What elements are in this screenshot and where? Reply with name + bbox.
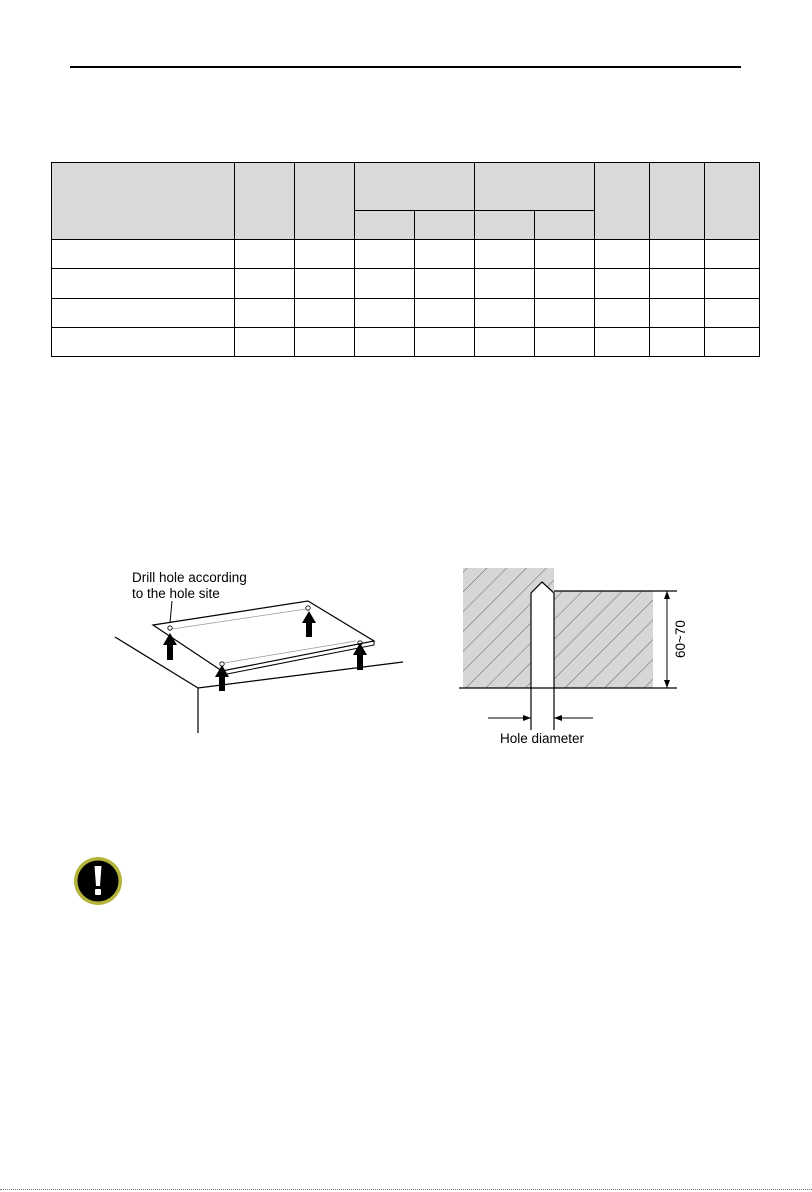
hole-diameter-label: Hole diameter [500, 731, 585, 746]
table-cell [475, 328, 535, 357]
table-cell [650, 328, 705, 357]
table-cell [705, 240, 760, 269]
subheader-cell [415, 211, 475, 240]
spec-table [51, 162, 760, 357]
header-group-1 [355, 163, 475, 211]
table-cell [235, 269, 295, 299]
table-cell [650, 269, 705, 299]
table-cell [595, 269, 650, 299]
table-cell [235, 299, 295, 328]
subheader-cell [535, 211, 595, 240]
table-cell [595, 328, 650, 357]
table-cell [355, 299, 415, 328]
drill-hole-figure [110, 565, 410, 740]
table-cell [595, 299, 650, 328]
table-cell [705, 269, 760, 299]
table-cell [415, 328, 475, 357]
table-cell [415, 269, 475, 299]
table-cell [535, 328, 595, 357]
table-cell [535, 269, 595, 299]
header-cell-model [52, 163, 235, 240]
table-cell [295, 269, 355, 299]
recess-area [554, 568, 653, 591]
table-cell [355, 269, 415, 299]
drill-note-line2: to the hole site [132, 586, 220, 601]
table-cell [650, 299, 705, 328]
table-cell [535, 299, 595, 328]
footer-rule [0, 1189, 812, 1190]
header-cell-9 [650, 163, 705, 240]
header-cell-8 [595, 163, 650, 240]
exclamation-warning-icon [72, 855, 124, 907]
depth-label: 60~70 [673, 620, 688, 658]
header-group-2 [475, 163, 595, 211]
dimension-arrow [664, 591, 670, 599]
hole-section-figure [455, 560, 695, 750]
table-cell [650, 240, 705, 269]
table-cell [295, 328, 355, 357]
table-row [52, 269, 760, 299]
header-cell-3 [295, 163, 355, 240]
table-cell [535, 240, 595, 269]
table-cell [52, 240, 235, 269]
table-cell [235, 328, 295, 357]
table-cell [475, 269, 535, 299]
drilled-hole [531, 582, 554, 688]
table-cell [235, 240, 295, 269]
table-header-row [52, 163, 760, 211]
table-cell [475, 240, 535, 269]
table-cell [355, 328, 415, 357]
header-cell-2 [235, 163, 295, 240]
table-cell [415, 240, 475, 269]
table-cell [705, 299, 760, 328]
base-plate [153, 601, 374, 671]
table-cell [295, 299, 355, 328]
table-cell [595, 240, 650, 269]
table-row [52, 240, 760, 269]
table-cell [355, 240, 415, 269]
drill-note-line1: Drill hole according [132, 570, 247, 585]
header-cell-10 [705, 163, 760, 240]
table-cell [52, 328, 235, 357]
table-cell [705, 328, 760, 357]
header-rule [70, 66, 741, 68]
subheader-cell [355, 211, 415, 240]
subheader-cell [475, 211, 535, 240]
dimension-arrow [523, 715, 531, 721]
table-cell [52, 299, 235, 328]
dimension-arrow [554, 715, 562, 721]
table-cell [415, 299, 475, 328]
table-cell [295, 240, 355, 269]
table-row [52, 299, 760, 328]
table-cell [475, 299, 535, 328]
dimension-arrow [664, 680, 670, 688]
leader-line [170, 601, 172, 623]
table-row [52, 328, 760, 357]
table-cell [52, 269, 235, 299]
